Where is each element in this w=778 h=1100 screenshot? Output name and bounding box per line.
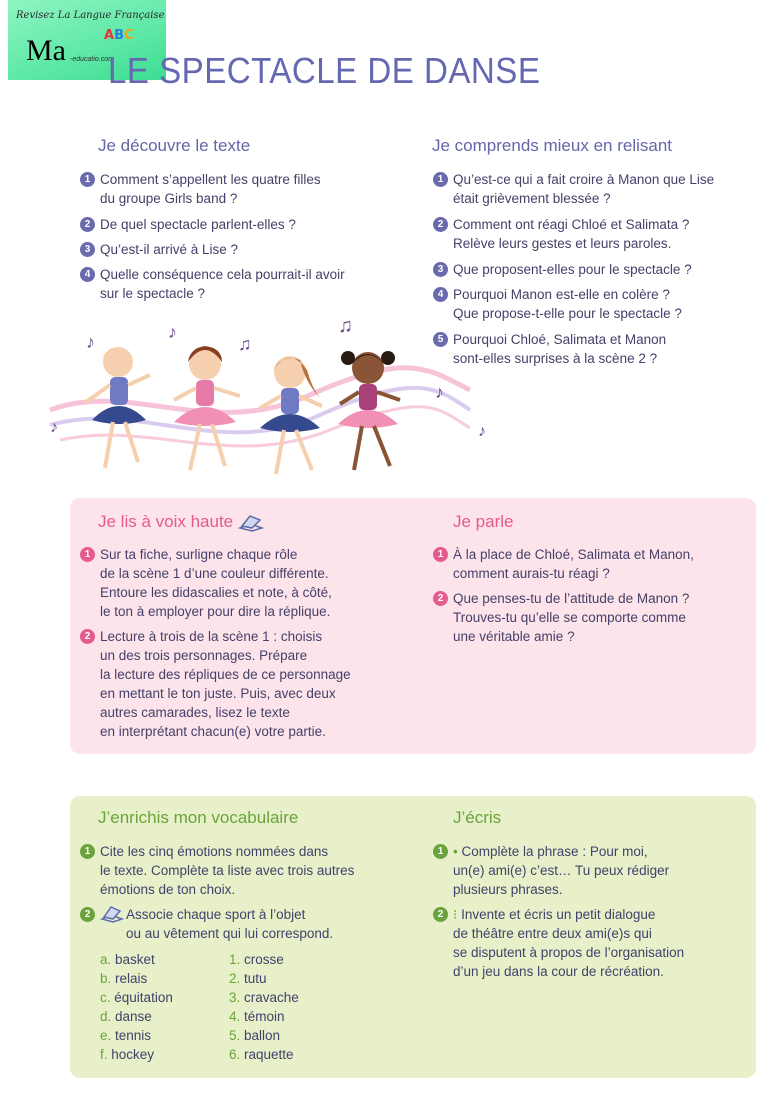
question-number: 1 <box>433 844 448 859</box>
question-number: 2 <box>80 217 95 232</box>
sport-item: c. équitation <box>100 990 173 1005</box>
sport-item: f. hockey <box>100 1047 155 1062</box>
question-number: 3 <box>80 242 95 257</box>
svg-text:♪: ♪ <box>50 419 58 436</box>
svg-text:♪: ♪ <box>478 423 486 440</box>
question-text: Pourquoi Manon est-elle en colère ? Que propose-t-elle pour le spectacle ? <box>453 287 682 321</box>
sport-item: e. tennis <box>100 1028 152 1043</box>
question-decouvre-1 <box>80 170 420 210</box>
question-vocab-1 <box>80 842 420 902</box>
dancer-3 <box>260 356 322 474</box>
section-title-lis: Je lis à voix haute <box>98 512 264 532</box>
question-vocab-2 <box>80 905 420 945</box>
question-ecris-2 <box>433 905 743 985</box>
svg-text:♪: ♪ <box>168 322 177 342</box>
question-number: 2 <box>433 907 448 922</box>
question-number: 1 <box>80 844 95 859</box>
logo-abc: ABC <box>104 28 134 43</box>
section-title-comprends: Je comprends mieux en relisant <box>432 136 673 155</box>
question-ecris-1 <box>433 842 743 902</box>
question-number: 1 <box>80 172 95 187</box>
object-item: 2. tutu <box>229 971 267 986</box>
question-comprends-3 <box>433 260 753 280</box>
svg-text:♪: ♪ <box>435 382 444 402</box>
question-text: Cite les cinq émotions nommées dans le texte. Complète ta liste avec trois autres émotions de ton choix. <box>100 844 355 897</box>
svg-text:♫: ♫ <box>338 315 353 337</box>
question-text: À la place de Chloé, Salimata et Manon, comment aurais-tu réagi ? <box>453 547 694 581</box>
sport-item: b. relais <box>100 971 148 986</box>
question-parle-2 <box>433 589 743 649</box>
question-text: Lecture à trois de la scène 1 : choisis un des trois personnages. Prépare la lecture des répliques de ce personnage en mettant le ton juste. Puis, avec deux autres camarades, lisez le texte en interprétant chacun(e) votre partie. <box>100 629 351 739</box>
question-decouvre-4 <box>80 265 420 305</box>
question-text: ⁝ Invente et écris un petit dialogue de théâtre entre deux ami(e)s qui se disputent à propos de l’organisation d’un jeu dans la cour de récréation. <box>453 907 685 979</box>
question-number: 3 <box>433 262 448 277</box>
question-number: 1 <box>433 547 448 562</box>
object-item: 5. ballon <box>229 1028 281 1043</box>
question-text: Pourquoi Chloé, Salimata et Manon sont-elles surprises à la scène 2 ? <box>453 332 667 366</box>
question-decouvre-2 <box>80 215 420 235</box>
question-text: Associe chaque sport à l’objet ou au vêtement qui lui correspond. <box>126 907 334 941</box>
question-comprends-4 <box>433 285 753 325</box>
question-text: Quelle conséquence cela pourrait-il avoir sur le spectacle ? <box>100 267 345 301</box>
question-text: Qu’est-il arrivé à Lise ? <box>100 242 239 257</box>
question-text: Qu’est-ce qui a fait croire à Manon que Lise était grièvement blessée ? <box>453 172 715 206</box>
question-text: Sur ta fiche, surligne chaque rôle de la scène 1 d’une couleur différente. Entoure les didascalies et note, à côté, le ton à employer pour dire la réplique. <box>100 547 332 619</box>
question-lis-1 <box>80 545 420 625</box>
object-item: 3. cravache <box>229 990 299 1005</box>
book-icon <box>100 905 124 923</box>
question-comprends-2 <box>433 215 753 255</box>
question-comprends-5 <box>433 330 753 370</box>
question-number: 2 <box>80 907 95 922</box>
page-title: LE SPECTACLE DE DANSE <box>108 50 541 91</box>
question-text: • Complète la phrase : Pour moi, un(e) ami(e) c’est… Tu peux rédiger plusieurs phrases. <box>453 844 670 897</box>
object-item: 1. crosse <box>229 952 284 967</box>
logo-site: -educatio.com <box>70 56 114 63</box>
question-number: 2 <box>433 217 448 232</box>
question-number: 1 <box>80 547 95 562</box>
sport-item: d. danse <box>100 1009 152 1024</box>
svg-text:♫: ♫ <box>238 334 252 354</box>
question-text: De quel spectacle parlent-elles ? <box>100 217 296 232</box>
question-text: Comment ont réagi Chloé et Salimata ? Relève leurs gestes et leurs paroles. <box>453 217 690 251</box>
object-item: 6. raquette <box>229 1047 294 1062</box>
dancer-1 <box>86 347 150 468</box>
book-icon <box>238 514 264 532</box>
question-decouvre-3 <box>80 240 420 260</box>
sport-item: a. basket <box>100 952 155 967</box>
question-number: 2 <box>80 629 95 644</box>
section-title-vocab: J’enrichis mon vocabulaire <box>98 808 299 827</box>
section-title-decouvre: Je découvre le texte <box>98 136 251 155</box>
logo-brand: Ma <box>26 34 66 67</box>
question-number: 2 <box>433 591 448 606</box>
question-comprends-1 <box>433 170 753 210</box>
section-title-parle: Je parle <box>453 512 514 531</box>
question-number: 4 <box>433 287 448 302</box>
question-number: 5 <box>433 332 448 347</box>
question-number: 1 <box>433 172 448 187</box>
question-text: Que proposent-elles pour le spectacle ? <box>453 262 692 277</box>
question-parle-1 <box>433 545 743 585</box>
question-lis-2 <box>80 627 420 745</box>
question-number: 4 <box>80 267 95 282</box>
logo-tagline: Revisez La Langue Française <box>16 10 165 21</box>
question-text: Que penses-tu de l’attitude de Manon ? Trouves-tu qu’elle se comporte comme une véritable amie ? <box>453 591 690 644</box>
dancing-girls-illustration <box>50 300 486 490</box>
section-title-ecris: J’écris <box>453 808 502 827</box>
svg-text:♪: ♪ <box>86 332 95 352</box>
object-item: 4. témoin <box>229 1009 285 1024</box>
question-text: Comment s’appellent les quatre filles du groupe Girls band ? <box>100 172 321 206</box>
